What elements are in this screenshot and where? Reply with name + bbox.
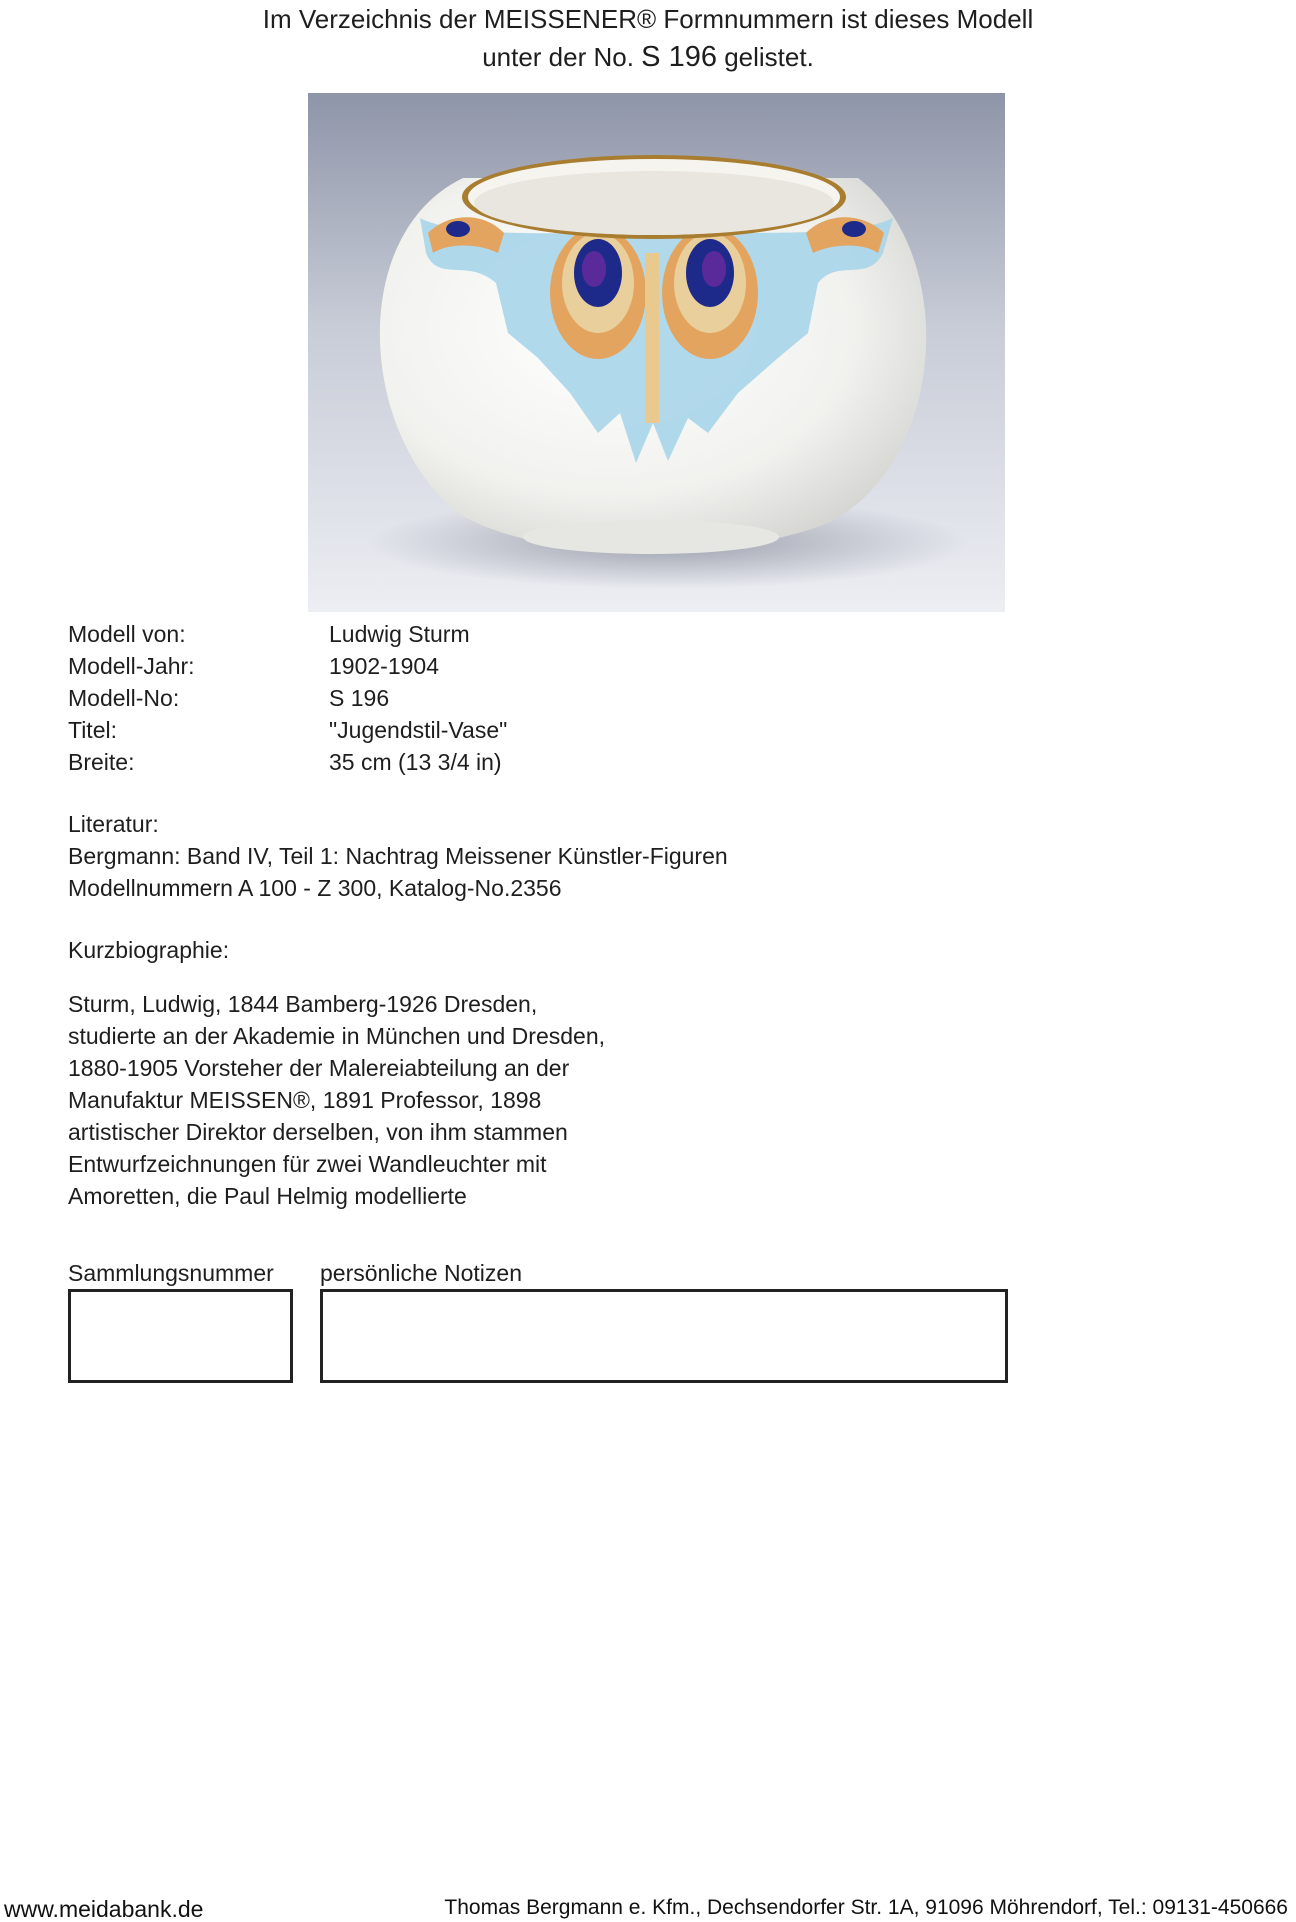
detail-label: Modell-No:	[68, 685, 180, 711]
biography-line: studierte an der Akademie in München und Dresden,	[68, 1023, 605, 1049]
header-line-2	[0, 38, 1296, 76]
detail-label: Titel:	[68, 717, 117, 743]
personal-notes-field[interactable]	[320, 1289, 1008, 1383]
footer-website: www.meidabank.de	[4, 1896, 204, 1922]
biography-line: Entwurfzeichnungen für zwei Wandleuchter mit	[68, 1151, 547, 1177]
footer-contact: Thomas Bergmann e. Kfm., Dechsendorfer Str. 1A, 91096 Möhrendorf, Tel.: 09131-450666	[444, 1896, 1288, 1919]
biography-line: Sturm, Ludwig, 1844 Bamberg-1926 Dresden,	[68, 991, 538, 1017]
detail-value: 35 cm (13 3/4 in)	[329, 749, 502, 775]
detail-value: S 196	[329, 685, 390, 711]
header-suffix: gelistet.	[716, 42, 814, 72]
literature-line: Modellnummern A 100 - Z 300, Katalog-No.2356	[68, 875, 562, 901]
header-prefix: unter der No.	[482, 42, 642, 72]
biography-heading: Kurzbiographie:	[68, 937, 230, 963]
detail-value: "Jugendstil-Vase"	[329, 717, 508, 743]
vase-photo	[308, 93, 1005, 612]
literature-section	[68, 808, 728, 904]
collection-number-field[interactable]	[68, 1289, 293, 1383]
detail-value: Ludwig Sturm	[329, 621, 470, 647]
biography-line: Amoretten, die Paul Helmig modellierte	[68, 1183, 467, 1209]
collection-number-label: Sammlungsnummer	[68, 1260, 274, 1286]
biography-line: artistischer Direktor derselben, von ihm stammen	[68, 1119, 568, 1145]
header-line-1: Im Verzeichnis der MEISSENER® Formnummern ist dieses Modell	[262, 4, 1034, 34]
detail-label: Modell von:	[68, 621, 186, 647]
biography-line: 1880-1905 Vorsteher der Malereiabteilung an der	[68, 1055, 570, 1081]
biography-line: Manufaktur MEISSEN®, 1891 Professor, 1898	[68, 1087, 542, 1113]
literature-line: Bergmann: Band IV, Teil 1: Nachtrag Meissener Künstler-Figuren	[68, 843, 728, 869]
personal-notes-label: persönliche Notizen	[320, 1260, 523, 1286]
biography-text	[68, 988, 605, 1212]
detail-label: Modell-Jahr:	[68, 653, 195, 679]
detail-value: 1902-1904	[329, 653, 439, 679]
page-header	[0, 0, 1296, 76]
detail-label: Breite:	[68, 749, 135, 775]
literature-heading: Literatur:	[68, 811, 159, 837]
header-model-number: S 196	[641, 41, 717, 73]
